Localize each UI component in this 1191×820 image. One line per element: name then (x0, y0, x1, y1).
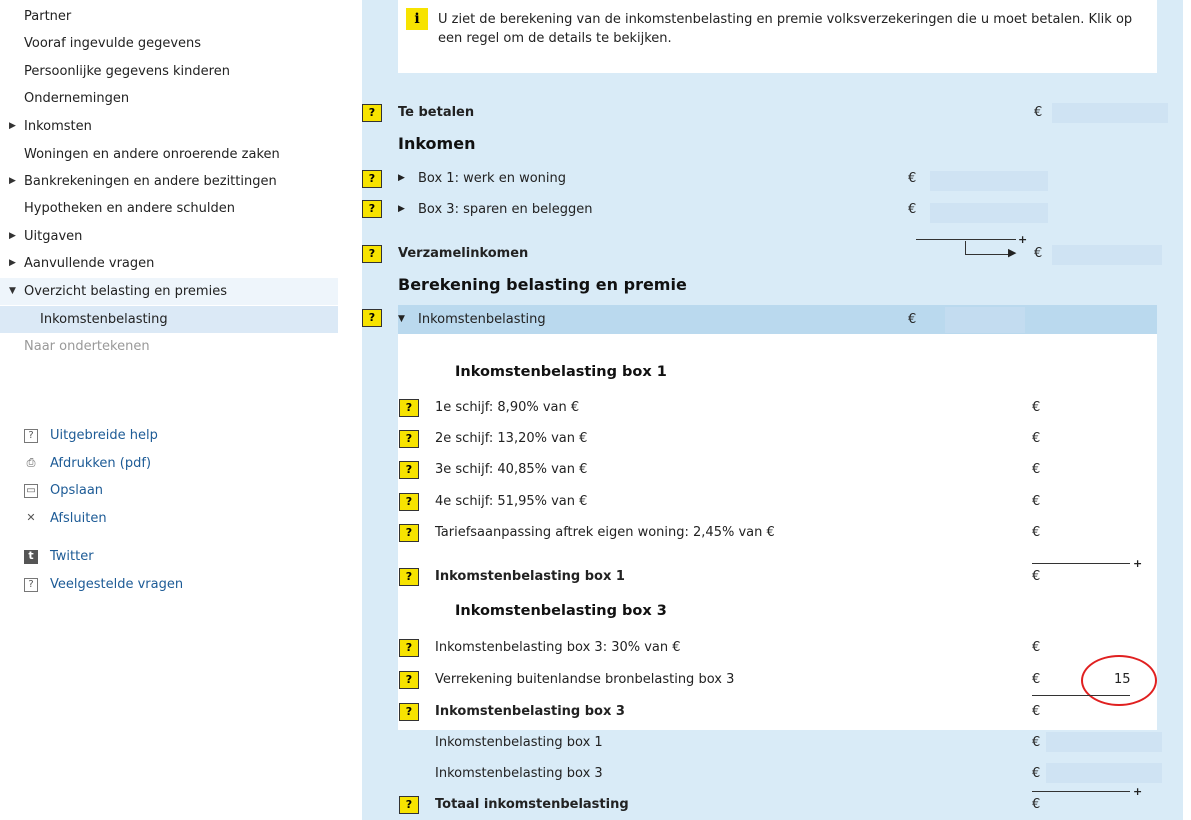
sidebar-item-naar-ondertekenen: Naar ondertekenen (24, 339, 150, 354)
help-button[interactable]: ? (362, 309, 382, 327)
sidebar-item-partner[interactable]: Partner (24, 9, 72, 24)
sidebar-item-inkomstenbelasting[interactable]: Inkomstenbelasting (0, 306, 338, 333)
faq-icon: ? (24, 578, 38, 592)
euro-sign: € (1032, 569, 1041, 584)
sidebar-item-label: Overzicht belasting en premies (24, 284, 227, 299)
verrekening-label: Verrekening buitenlandse bronbelasting box 3 (435, 672, 735, 687)
chevron-right-icon: ▶ (9, 121, 16, 131)
sidebar-item-overzicht[interactable] (0, 278, 338, 305)
afsluiten-link[interactable] (24, 508, 107, 530)
euro-sign: € (1032, 400, 1041, 415)
verzamelinkomen-label: Verzamelinkomen (398, 246, 529, 261)
box3-field (930, 203, 1048, 223)
help-button[interactable]: ? (362, 104, 382, 122)
help-button[interactable]: ? (399, 796, 419, 814)
sidebar-item-aanvullende-vragen[interactable] (0, 250, 338, 277)
sum-line (916, 239, 1016, 240)
te-betalen-label: Te betalen (398, 105, 475, 120)
euro-sign: € (1032, 494, 1041, 509)
util-label: Veelgestelde vragen (50, 577, 184, 592)
arrow-right-icon: ▶ (1008, 246, 1017, 259)
euro-sign: € (1032, 704, 1041, 719)
help-button[interactable]: ? (399, 524, 419, 542)
plus-sign: + (1133, 557, 1143, 570)
help-button[interactable]: ? (399, 493, 419, 511)
chevron-right-icon: ▶ (9, 258, 16, 268)
sum-line (1032, 695, 1130, 696)
sidebar-item-persoonlijke-gegevens-kinderen[interactable]: Persoonlijke gegevens kinderen (24, 64, 230, 79)
help-button[interactable]: ? (362, 245, 382, 263)
help-button[interactable]: ? (399, 461, 419, 479)
verrekening-value: 15 (1114, 672, 1131, 687)
berekening-heading: Berekening belasting en premie (398, 275, 687, 294)
afdrukken-link[interactable] (24, 453, 151, 475)
util-label: Opslaan (50, 483, 104, 498)
highlight-circle (1081, 655, 1157, 706)
chevron-right-icon: ▶ (9, 176, 16, 186)
euro-sign: € (1032, 640, 1041, 655)
opslaan-link[interactable] (24, 480, 103, 502)
ib-box3-total-label: Inkomstenbelasting box 3 (435, 704, 625, 719)
euro-sign: € (1032, 462, 1041, 477)
util-label: Afdrukken (pdf) (50, 456, 152, 471)
sidebar-item-label: Uitgaven (24, 229, 83, 244)
info-text: U ziet de berekening van de inkomstenbelasting en premie volksverzekeringen die u moet betalen. Klik op een regel om de details te bekijken. (438, 12, 1133, 46)
sidebar-item-label: Aanvullende vragen (24, 256, 155, 271)
box1-field (930, 171, 1048, 191)
help-button[interactable]: ? (399, 671, 419, 689)
help-button[interactable]: ? (399, 568, 419, 586)
util-label: Afsluiten (50, 511, 107, 526)
help-button[interactable]: ? (399, 703, 419, 721)
sidebar-item-hypotheken[interactable]: Hypotheken en andere schulden (24, 201, 235, 216)
util-label: Twitter (50, 549, 94, 564)
verzamelinkomen-field (1052, 245, 1162, 265)
inkomstenbelasting-field (945, 307, 1025, 333)
schijf1-label: 1e schijf: 8,90% van € (435, 400, 580, 415)
sidebar-item-woningen[interactable]: Woningen en andere onroerende zaken (24, 147, 280, 162)
uitgebreide-help-link[interactable] (24, 425, 158, 447)
euro-sign: € (1032, 672, 1041, 687)
help-button[interactable]: ? (399, 430, 419, 448)
help-button[interactable]: ? (362, 200, 382, 218)
schijf2-label: 2e schijf: 13,20% van € (435, 431, 588, 446)
help-icon: ? (24, 429, 38, 443)
util-label: Uitgebreide help (50, 428, 158, 443)
save-icon: ▭ (24, 484, 38, 498)
help-button[interactable]: ? (399, 639, 419, 657)
sum-line (1032, 791, 1130, 792)
close-icon: ✕ (26, 511, 36, 524)
summary-box1-field (1046, 732, 1162, 752)
ib-box1-total-label: Inkomstenbelasting box 1 (435, 569, 625, 584)
euro-sign: € (908, 312, 917, 327)
inkomen-heading: Inkomen (398, 134, 476, 153)
euro-sign: € (1034, 246, 1043, 261)
euro-sign: € (1032, 766, 1041, 781)
totaal-label: Totaal inkomstenbelasting (435, 797, 629, 812)
chevron-down-icon: ▼ (398, 314, 405, 324)
arrow-line (965, 241, 966, 254)
tariefsaanpassing-label: Tariefsaanpassing aftrek eigen woning: 2,45% van € (435, 525, 775, 540)
te-betalen-field (1052, 103, 1168, 123)
sidebar-item-bankrekeningen[interactable] (0, 168, 338, 195)
euro-sign: € (1032, 525, 1041, 540)
print-icon: ⎙ (26, 456, 36, 469)
box3-30pct-label: Inkomstenbelasting box 3: 30% van € (435, 640, 681, 655)
summary-box3-field (1046, 763, 1162, 783)
euro-sign: € (1032, 735, 1041, 750)
schijf4-label: 4e schijf: 51,95% van € (435, 494, 588, 509)
help-button[interactable]: ? (362, 170, 382, 188)
plus-sign: + (1018, 233, 1028, 246)
ib-box3-heading: Inkomstenbelasting box 3 (455, 603, 667, 619)
sidebar (0, 0, 338, 820)
inkomstenbelasting-row[interactable]: Inkomstenbelasting (418, 312, 546, 327)
ib-box1-heading: Inkomstenbelasting box 1 (455, 364, 667, 380)
schijf3-label: 3e schijf: 40,85% van € (435, 462, 588, 477)
euro-sign: € (1034, 105, 1043, 120)
arrow-line (965, 254, 1011, 255)
box3-sparen-beleggen-row[interactable]: Box 3: sparen en beleggen (418, 202, 593, 217)
twitter-icon: t (24, 550, 38, 564)
plus-sign: + (1133, 785, 1143, 798)
chevron-right-icon: ▶ (398, 204, 405, 214)
euro-sign: € (1032, 797, 1041, 812)
info-icon: i (406, 8, 428, 30)
sidebar-item-label: Bankrekeningen en andere bezittingen (24, 174, 277, 189)
twitter-link[interactable] (24, 546, 94, 568)
chevron-right-icon: ▶ (9, 231, 16, 241)
sidebar-item-label: Inkomsten (24, 119, 92, 134)
veelgestelde-vragen-link[interactable] (24, 574, 183, 596)
sidebar-item-uitgaven[interactable] (0, 223, 338, 250)
sidebar-item-inkomsten[interactable] (0, 113, 338, 140)
sidebar-item-vooraf-ingevulde-gegevens[interactable]: Vooraf ingevulde gegevens (24, 36, 202, 51)
euro-sign: € (1032, 431, 1041, 446)
chevron-down-icon: ▼ (9, 286, 16, 296)
sum-line (1032, 563, 1130, 564)
chevron-right-icon: ▶ (398, 173, 405, 183)
sidebar-item-ondernemingen[interactable]: Ondernemingen (24, 91, 130, 106)
box1-werk-woning-row[interactable]: Box 1: werk en woning (418, 171, 567, 186)
euro-sign: € (908, 171, 917, 186)
help-button[interactable]: ? (399, 399, 419, 417)
summary-box3-label: Inkomstenbelasting box 3 (435, 766, 603, 781)
summary-box1-label: Inkomstenbelasting box 1 (435, 735, 603, 750)
euro-sign: € (908, 202, 917, 217)
